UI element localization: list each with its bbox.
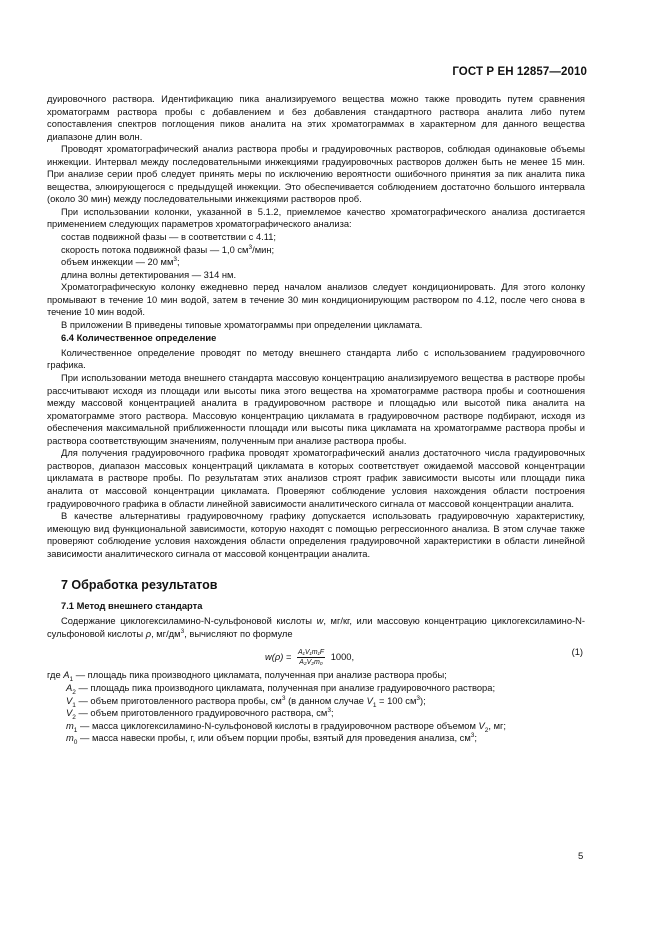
paragraph: При использовании метода внешнего стандарта массовую концентрацию анализируемого вещества в растворе пробы рассчитывают исходя из площади или высоты пика этого вещества на хроматограмме раствора пробы и соотношения между массовой концентрацией аналита в градуировочном растворе и площадью или высотой пика аналита на хроматограмме этого раствора. Массовую концентрацию цикламата в градуировочном растворе подбирают, исходя из обеспечения максимальной приближенности площади или высоты пика цикламата на хроматограмме раствора пробы и раствора соответствующим значениям, полученным при анализе раствора пробы. [47,373,585,446]
param-flow-rate: скорость потока подвижной фазы — 1,0 $см^3$/мин; [61,243,275,255]
section-6-4-heading: 6.4 Количественное определение [61,333,217,344]
formula-lhs: w(ρ) = [265,652,292,663]
page-number: 5 [578,851,584,862]
formula-fraction [297,648,325,667]
formula-numerator: A₁V₁m₁F [298,649,325,657]
definition-v2: $V_2$ — объем приготовленного градуировочного раствора, $см^3$; [66,706,334,721]
paragraph: При использовании колонки, указанной в 5.1.2, приемлемое качество хроматографического анализа достигается применением следующих параметров хроматографического анализа: [47,206,585,230]
definition-a2: $A_2$ — площадь пика производного цикламата, полученная при анализе градуировочного раствора; [66,682,496,696]
formula-number: (1) [571,647,583,658]
definition-a1: где $A_1$ — площадь пика производного цикламата, полученная при анализе раствора пробы; [47,670,447,684]
definition-m1: $m_1$ — масса циклогексиламино-N-сульфоновой кислоты в градуировочном растворе объемом $V_2$, мг; [66,720,507,734]
paragraph: В качестве альтернативы градуировочному графику допускается использовать градуировочную характеристику, имеющую вид функциональной зависимости, которую находят с помощью регрессионного анализа. В этом случае также проверяют соблюдение условия нахождения области определения градуировочной характеристики в области линейной зависимости аналитического сигнала от массовой концентрации аналита. [47,511,585,559]
paragraph: Проводят хроматографический анализ раствора пробы и градуировочных растворов, соблюдая одинаковые объемы инжекции. Интервал между последовательными инжекциями градуировочных растворов должен быть не менее 15 мин. При анализе серии проб следует принять меры по исключению вероятности ошибочного принятия за пик аналита пика вещества, элюирующегося с предыдущей инжекции. Это обеспечивается соблюдением достаточно большого интервала (около 30 мин) между последовательными инжекциями растворов проб. [47,144,585,205]
page-body [47,93,585,745]
param-injection-volume: объем инжекции — 20 $мм^3$; [61,256,180,268]
formula-factor: 1000, [330,652,355,663]
param-wavelength: длина волны детектирования — 314 нм. [61,269,237,280]
paragraph-formula-intro: Содержание циклогексиламино-N-сульфоновой кислоты w, мг/кг, или массовую концентрацию циклогексиламино-N-сульфоновой кислоты ρ, $мг/дм^3$, вычисляют по формуле [47,616,585,639]
paragraph: Количественное определение проводят по методу внешнего стандарта либо с использованием градуировочного графика. [47,347,585,371]
param-mobile-phase: состав подвижной фазы — в соответствии с 4.11; [61,232,277,243]
definition-m0: $m_0$ — масса навески пробы, г, или объем порции пробы, взятый для проведения анализа, $см^3$; [66,732,477,747]
formula-denominator: A₂V₂m₀ [299,659,323,667]
paragraph: дуировочного раствора. Идентификацию пика анализируемого вещества можно также проводить путем сравнения хроматограмм раствора пробы с добавлением и без добавления стандартного раствора аналита либо путем сопоставления спектров поглощения пиков аналита на этих хроматограммах в характерном для данного вещества диапазоне длин волн. [47,94,585,142]
definition-v1: $V_1$ — объем приготовленного раствора пробы, $см^3$ (в данном случае $V_1 = 100$ $см^3$); [66,694,426,709]
formula-expression [265,648,354,667]
section-7-1-heading: 7.1 Метод внешнего стандарта [61,600,203,611]
section-7-heading: 7 Обработка результатов [61,578,218,593]
formula-1 [47,643,585,667]
document-code-header: ГОСТ Р ЕН 12857—2010 [452,66,587,78]
paragraph: Для получения градуировочного графика проводят хроматографический анализ достаточного числа градуировочных растворов, диапазон массовых концентраций цикламата в которых соответствует ожидаемой массовой концентрации цикламата в растворе пробы. По результатам этих анализов строят график зависимости высоты или площади пика аналита от массовой концентрации цикламата. Проверяют соблюдение условия нахождения области построения градуировочного графика в области линейной зависимости аналитического сигнала от массовой концентрации аналита. [47,448,585,509]
paragraph: Хроматографическую колонку ежедневно перед началом анализов следует кондиционировать. Для этого колонку промывают в течение 10 мин водой, затем в течение 30 мин кондиционирующим раствором по 4.12, после чего снова в течение 10 мин водой. [47,282,585,318]
paragraph: В приложении В приведены типовые хроматограммы при определении цикламата. [61,319,423,330]
definitions-list [47,669,585,747]
